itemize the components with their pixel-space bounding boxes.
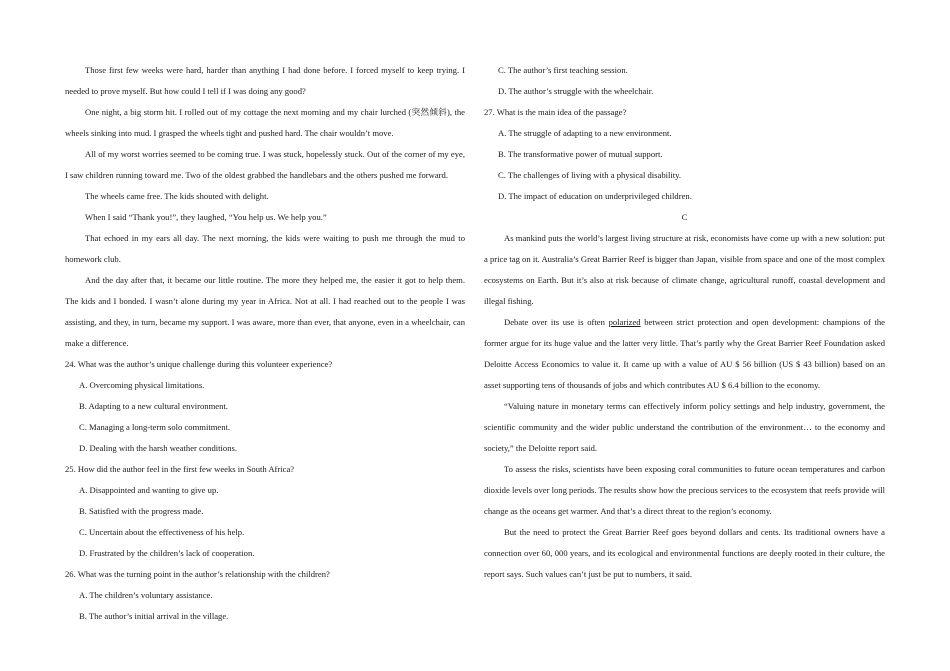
underlined-word: polarized: [608, 317, 641, 327]
question-26-stem: 26. What was the turning point in the author’s relationship with the children?: [65, 569, 330, 579]
question-26-options: [65, 585, 465, 627]
question-27-options: [484, 123, 885, 207]
question-26-options-continued: [484, 60, 885, 102]
story-paragraph: That echoed in my ears all day. The next morning, the kids were waiting to push me through the mud to homework club.: [65, 233, 465, 264]
option-27-d: D. The impact of education on underprivileged children.: [498, 191, 692, 201]
question-25-options: [65, 480, 465, 564]
passage-paragraph: As mankind puts the world’s largest living structure at risk, economists have come up with a new solution: put a price tag on it. Australia’s Great Barrier Reef is bigger than Japan, visible from space and one of the most complex ecosystems on Earth. But it’s also at risk because of climate change, agricultural runoff, coastal development and illegal fishing.: [484, 233, 885, 306]
option-27-c: C. The challenges of living with a physical disability.: [498, 170, 682, 180]
story-paragraph: The wheels came free. The kids shouted with delight.: [85, 191, 269, 201]
option-25-c: C. Uncertain about the effectiveness of his help.: [79, 527, 245, 537]
option-25-a: A. Disappointed and wanting to give up.: [79, 485, 219, 495]
passage-text: between strict protection and open development: champions of the former argue for its huge value and the latter very little. That’s partly why the Great Barrier Reef Foundation asked Deloitte Access Economics to value it. It came up with a value of AU $ 56 billion (US $ 43 billion) based on an asset supporting tens of thousands of jobs and which contributes AU $ 6.4 billion to the economy.: [484, 317, 885, 390]
story-paragraph: And the day after that, it became our little routine. The more they helped me, the easier it got to help them. The kids and I bonded. I wasn’t alone during my year in Africa. Not at all. I had reached out to the people I was assisting, and they, in turn, became my support. I was aware, more than ever, that anyone, even in a wheelchair, can make a difference.: [65, 275, 465, 348]
option-26-a: A. The children’s voluntary assistance.: [79, 590, 213, 600]
story-paragraph: All of my worst worries seemed to be coming true. I was stuck, hopelessly stuck. Out of the corner of my eye, I saw children running toward me. Two of the oldest grabbed the handlebars and the others pushed me forward.: [65, 149, 465, 180]
passage-paragraph: But the need to protect the Great Barrier Reef goes beyond dollars and cents. Its traditional owners have a connection over 60, 000 years, and its ecological and environmental functions are deeply rooted in their culture, the report says. Such values can’t just be put to numbers, it said.: [484, 527, 885, 579]
option-24-d: D. Dealing with the harsh weather conditions.: [79, 443, 237, 453]
passage-paragraph: [484, 312, 885, 396]
option-25-b: B. Satisfied with the progress made.: [79, 506, 204, 516]
option-25-d: D. Frustrated by the children’s lack of cooperation.: [79, 548, 255, 558]
passage-paragraph: To assess the risks, scientists have been exposing coral communities to future ocean temperatures and carbon dioxide levels over long periods. The results show how the precious services to the ecosystem that reefs provide will change as the oceans get warmer. And that’s a direct threat to the region’s economy.: [484, 464, 885, 516]
story-paragraph: When I said “Thank you!”, they laughed, “You help us. We help you.”: [85, 212, 327, 222]
question-25-stem: 25. How did the author feel in the first few weeks in South Africa?: [65, 464, 295, 474]
left-column: [65, 60, 465, 627]
right-column: [484, 60, 885, 585]
story-paragraph: One night, a big storm hit. I rolled out of my cottage the next morning and my chair lurched (突然倾斜), the wheels sinking into mud. I grasped the wheels tight and pushed hard. The chair wouldn’t move.: [65, 107, 465, 138]
question-24-stem: 24. What was the author’s unique challenge during this volunteer experience?: [65, 359, 333, 369]
option-24-a: A. Overcoming physical limitations.: [79, 380, 205, 390]
option-24-b: B. Adapting to a new cultural environment.: [79, 401, 228, 411]
section-letter: C: [681, 212, 688, 222]
passage-paragraph: “Valuing nature in monetary terms can effectively inform policy settings and help industry, government, the scientific community and the wider public understand the contribution of the environment… to the economy and society,” the Deloitte report said.: [484, 401, 885, 453]
option-24-c: C. Managing a long-term solo commitment.: [79, 422, 231, 432]
question-24-options: [65, 375, 465, 459]
option-26-c: C. The author’s first teaching session.: [498, 65, 628, 75]
option-27-b: B. The transformative power of mutual support.: [498, 149, 663, 159]
option-27-a: A. The struggle of adapting to a new environment.: [498, 128, 672, 138]
question-27-stem: 27. What is the main idea of the passage?: [484, 107, 627, 117]
option-26-b: B. The author’s initial arrival in the village.: [79, 611, 229, 621]
story-paragraph: Those first few weeks were hard, harder than anything I had done before. I forced myself to keep trying. I needed to prove myself. But how could I tell if I was doing any good?: [65, 65, 465, 96]
option-26-d: D. The author’s struggle with the wheelchair.: [498, 86, 654, 96]
passage-text: Debate over its use is often: [504, 317, 609, 327]
